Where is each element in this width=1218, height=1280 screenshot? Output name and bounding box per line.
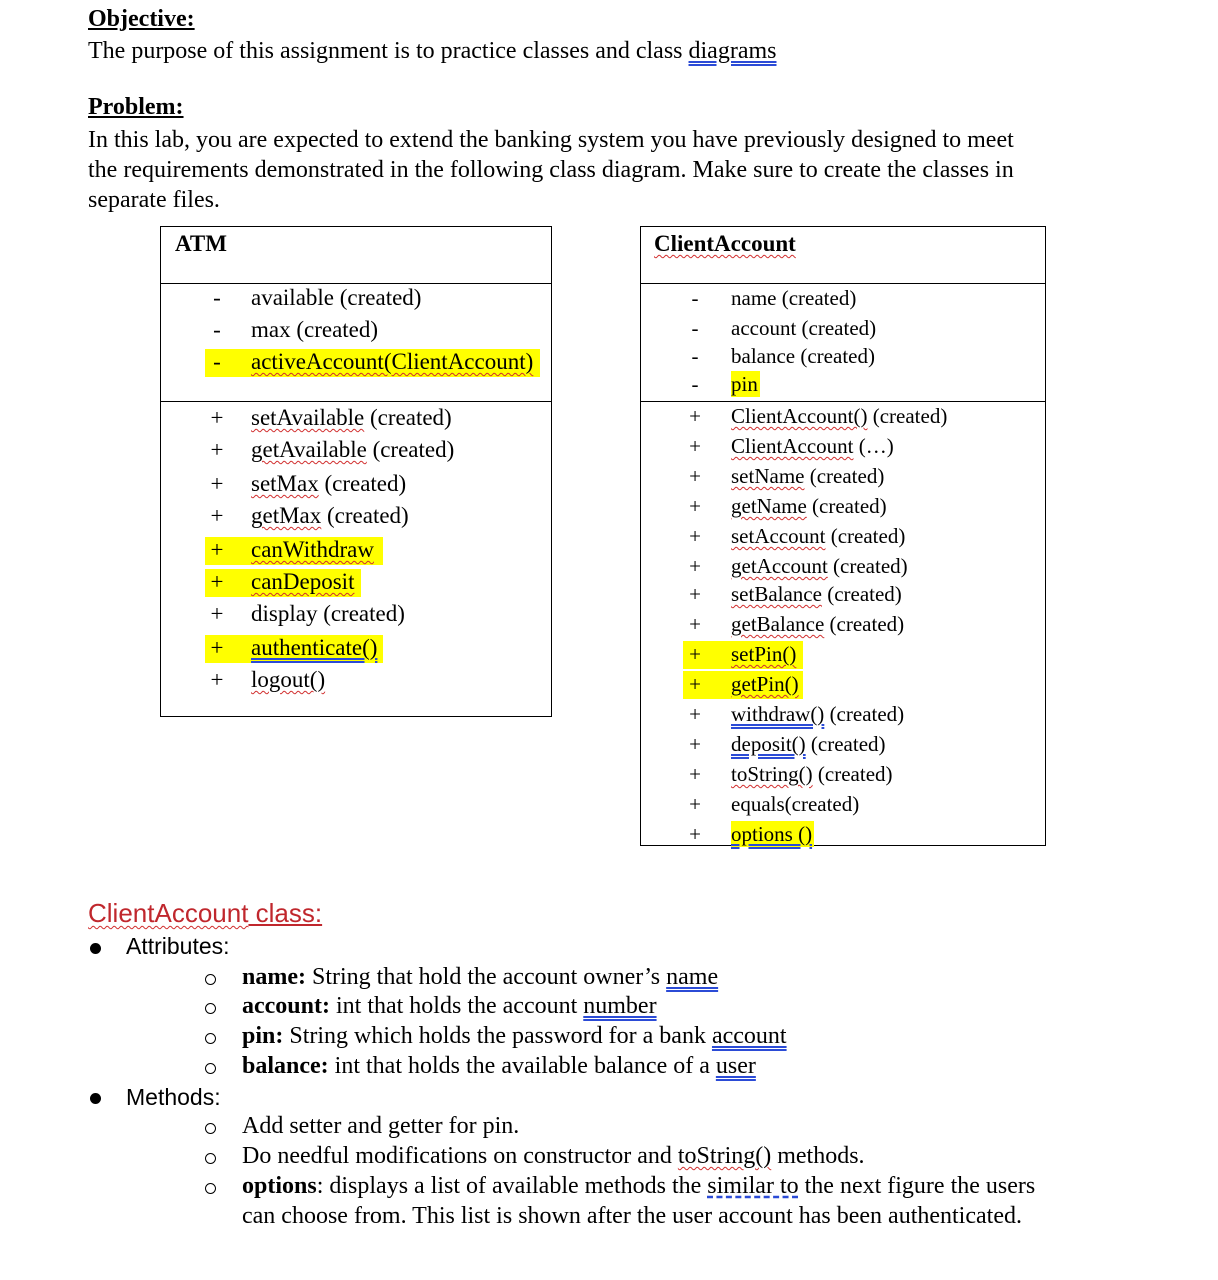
atm-title-divider [161,283,551,284]
ca-method-name: setAccount [731,524,826,548]
method-item-3-line2: can choose from. This list is shown after the user account has been authenticated. [242,1203,1022,1229]
atm-attribute-name: activeAccount(ClientAccount) [251,349,534,374]
public-symbol: + [689,732,701,756]
public-symbol: + [210,503,224,528]
class-section-title-suffix: class: [248,898,323,928]
atm-method-name: logout() [251,667,326,692]
ca-method-suffix: (created) [867,404,948,428]
clientaccount-attr-divider [641,401,1045,402]
ca-method-suffix: (created) [812,762,893,786]
public-symbol: + [210,601,224,626]
public-symbol: + [689,582,701,606]
attr-desc: int that holds the account [329,993,584,1019]
method-item-1: Add setter and getter for pin. [242,1113,520,1139]
ca-method-suffix: (created) [806,494,887,518]
attr-term: name: [242,964,306,990]
atm-method-name: display (created) [251,601,405,626]
method-item-3-b: similar to [707,1173,799,1199]
public-symbol: + [689,464,701,488]
bullet-dot-icon [90,943,101,954]
method-item-2-c: methods. [771,1143,865,1169]
atm-method-name: authenticate() [251,635,378,660]
ca-method-suffix: (created) [825,524,906,548]
private-symbol: - [213,317,221,342]
attr-desc: String which holds the password for a bank [283,1023,712,1049]
bullet-dot-icon [90,1093,101,1104]
ca-method-name: setName [731,464,805,488]
atm-method-highlighted [205,569,361,597]
attributes-label: Attributes: [126,933,230,959]
public-symbol: + [210,471,224,496]
private-symbol: - [691,344,699,368]
ca-method-name: setBalance [731,582,822,606]
atm-method-name: setMax [251,471,319,496]
atm-method-name: canDeposit [251,569,355,594]
circle-bullet-icon [205,1153,216,1164]
methods-label: Methods: [126,1084,221,1110]
ca-method-suffix: (created) [824,702,905,726]
circle-bullet-icon [205,1033,216,1044]
method-item-2-a: Do needful modifications on constructor and [242,1143,678,1169]
clientaccount-class-title-text: ClientAccount [654,231,796,256]
private-symbol: - [213,285,221,310]
ca-method-name: deposit() [731,732,806,756]
public-symbol: + [689,792,701,816]
ca-attribute-name: account (created) [731,316,877,340]
ca-method-name: getBalance [731,612,825,636]
method-item-3-c: the next figure the users [798,1173,1036,1199]
public-symbol: + [210,437,224,462]
atm-method-suffix: (created) [364,405,452,430]
clientaccount-class-box [640,226,1046,846]
attr-item-name [242,962,718,992]
method-item-3-a: : displays a list of available methods the [316,1173,708,1199]
ca-attribute-name: balance (created) [731,344,875,368]
objective-text [88,36,777,66]
ca-method-suffix: (created) [821,582,902,606]
public-symbol: + [689,494,701,518]
public-symbol: + [689,702,701,726]
atm-method-name: getMax [251,503,322,528]
public-symbol: + [689,762,701,786]
ca-method-suffix: (created) [824,612,905,636]
attr-desc: String that hold the account owner’s [305,964,667,990]
public-symbol: + [210,635,224,660]
atm-method-name: canWithdraw [251,537,374,562]
circle-bullet-icon [205,1063,216,1074]
ca-method-name: getName [731,494,807,518]
attr-desc-last: number [583,993,657,1019]
atm-method-suffix: (created) [318,471,407,496]
circle-bullet-icon [205,974,216,985]
private-symbol: - [691,372,699,396]
public-symbol: + [210,569,224,594]
problem-line-1: In this lab, you are expected to extend the banking system you have previously designed to meet [88,127,1014,153]
ca-method-name-highlighted: options () [731,822,813,846]
atm-method-suffix: (created) [321,503,409,528]
atm-attr-divider [161,401,551,402]
ca-method-name: equals(created) [731,792,860,816]
atm-class-box [160,226,552,717]
method-item-3-term: options [242,1173,317,1199]
problem-line-3: separate files. [88,187,220,213]
public-symbol: + [689,524,701,548]
atm-method-suffix: (created) [366,437,455,462]
private-symbol: - [691,286,699,310]
clientaccount-title-divider [641,283,1045,284]
attr-item-account [242,991,657,1021]
circle-bullet-icon [205,1183,216,1194]
public-symbol: + [689,612,701,636]
attr-desc-last: name [666,964,719,990]
ca-method-name: setPin() [731,642,797,666]
attr-desc: int that holds the available balance of a [328,1053,716,1079]
ca-method-name: getAccount [731,554,828,578]
objective-text-last: diagrams [688,38,777,64]
ca-method-highlighted [683,641,803,669]
ca-method-highlighted [683,671,803,699]
ca-method-name: withdraw() [731,702,825,726]
attr-item-balance [242,1051,756,1081]
public-symbol: + [689,434,701,458]
atm-attribute-name: max (created) [251,317,379,342]
attr-term: account: [242,993,330,1019]
method-item-3 [242,1171,1035,1201]
ca-attribute-name-highlighted: pin [731,372,758,396]
problem-line-2: the requirements demonstrated in the following class diagram. Make sure to create the classes in [88,157,1014,183]
public-symbol: + [689,554,701,578]
public-symbol: + [210,405,224,430]
atm-attribute-highlighted [205,349,540,377]
clientaccount-class-title [654,229,796,259]
atm-attribute-name: available (created) [251,285,422,310]
attr-desc-last: account [711,1023,787,1049]
circle-bullet-icon [205,1123,216,1134]
attr-item-pin [242,1021,787,1051]
ca-method-suffix: (created) [804,464,885,488]
public-symbol: + [689,642,701,666]
method-item-2 [242,1141,865,1171]
attr-term: balance: [242,1053,329,1079]
atm-method-name: getAvailable [251,437,367,462]
circle-bullet-icon [205,1003,216,1014]
ca-method-suffix: (…) [853,434,894,458]
objective-text-main: The purpose of this assignment is to practice classes and class [88,38,689,64]
public-symbol: + [689,404,701,428]
public-symbol: + [689,822,701,846]
class-section-title [88,898,322,929]
atm-method-highlighted [205,635,383,663]
private-symbol: - [213,349,221,374]
objective-heading: Objective: [88,6,195,32]
ca-method-suffix: (created) [805,732,886,756]
ca-attribute-name: name (created) [731,286,857,310]
attr-term: pin: [242,1023,284,1049]
atm-method-name: setAvailable [251,405,365,430]
public-symbol: + [210,667,224,692]
public-symbol: + [689,672,701,696]
atm-class-title: ATM [175,231,227,256]
public-symbol: + [210,537,224,562]
atm-method-highlighted [205,537,383,565]
problem-heading: Problem: [88,94,184,120]
method-item-2-b: toString() [677,1143,772,1169]
ca-method-name: getPin() [731,672,799,696]
attr-desc-last: user [715,1053,756,1079]
ca-method-name: ClientAccount() [731,404,868,428]
ca-method-name: ClientAccount [731,434,854,458]
private-symbol: - [691,316,699,340]
ca-method-name: toString() [731,762,813,786]
ca-method-suffix: (created) [827,554,908,578]
class-section-title-name: ClientAccount [88,898,249,928]
